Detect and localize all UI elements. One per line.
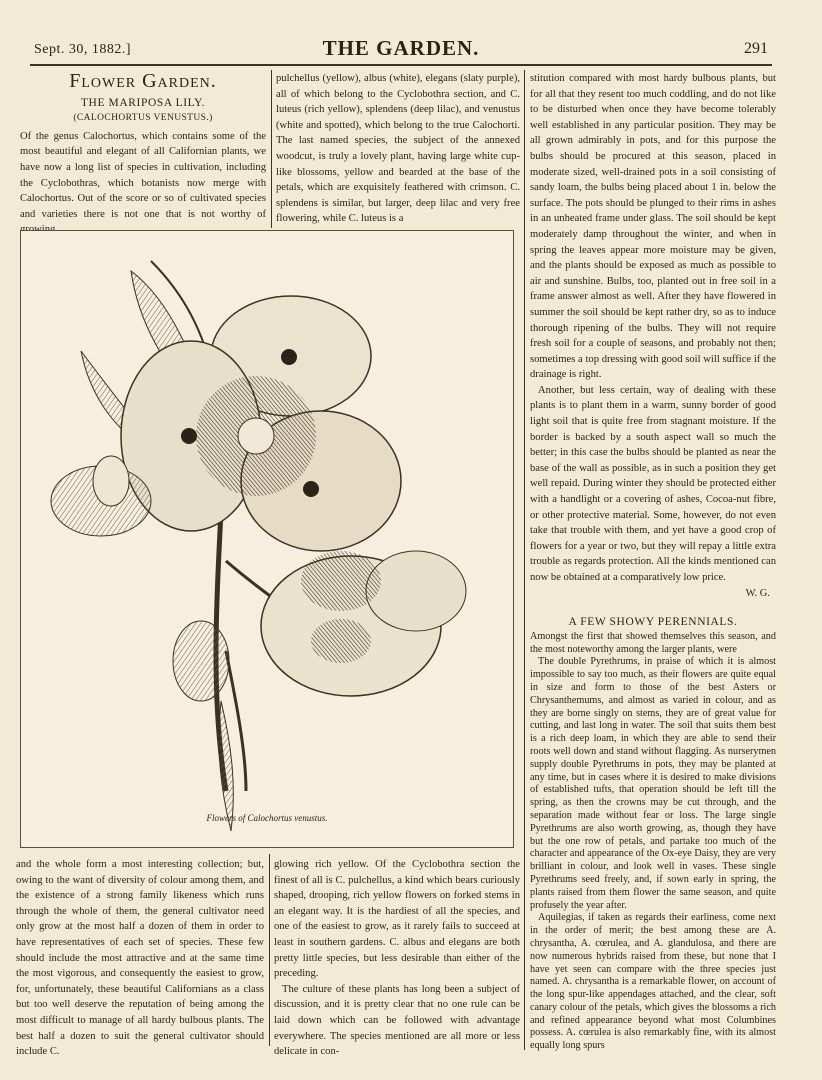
paragraph: Of the genus Calochortus, which contains some of the most beautiful and elegant of all Californian plants, we have now a long list of species in cultivation, including the Cyclobothras, which botanists now merge with Calochortus. Out of the score or so of cultivated species and varieties there is not one that is not worthy of bbox=[20, 130, 266, 220]
page-number: 291 bbox=[744, 40, 768, 57]
paragraph: and the whole form a most interesting collection; but, owing to the want of diversity of colour among them, and the existence of a strong family likeness which runs through the whole of them, the general cultivator need only grow at the most half a dozen of them in order to have representatives of each set of species. These few should include the most attractive and at the same time the most vigorous, and consequently the easiest to grow, for, unfortunately, these beautiful Californians as a class but too well deserve the reputation of being among the most difficult to manage of all hardy bulbous plants. The best half a dozen to suit the general cultivator should include C. bbox=[16, 859, 264, 1058]
column-3 bbox=[530, 71, 776, 1053]
woodcut-illustration bbox=[20, 230, 514, 848]
column-rule-top bbox=[271, 70, 272, 228]
page-header bbox=[30, 36, 772, 66]
column-2-bottom bbox=[274, 857, 520, 1060]
column-1-bottom bbox=[16, 857, 264, 1060]
article-subtitle: (CALOCHORTUS VENUSTUS.) bbox=[73, 113, 213, 124]
article-2-title: A FEW SHOWY PERENNIALS. bbox=[568, 616, 738, 629]
author-signature: W. G. bbox=[745, 587, 770, 599]
column-rule-right bbox=[524, 70, 525, 1050]
issue-date: Sept. 30, 1882.] bbox=[34, 42, 132, 57]
figure-caption: Flowers of Calochortus venustus. bbox=[206, 813, 328, 823]
paragraph: Amongst the first that showed themselves this season, and the most noteworthy among the larger plants, were bbox=[530, 630, 776, 655]
column-rule-bottom bbox=[269, 854, 270, 1046]
column-1-top bbox=[20, 70, 266, 238]
paragraph: The double Pyrethrums, in praise of which it is almost impossible to say too much, as their flowers are quite equal in size and form to those of the best Asters or Chrysanthemums, and almost as varied in colour, and as they are borne singly on stems, they are of great value for cutting, and last long in water. The soil that suits them best is a rich deep loam, in which they are able to send their roots well down and stand without flagging. As nurserymen supply double Pyrethrums in pots, they may be planted at any time, but in cases where it is desired to make divisions of established tufts, that operation should be left till the spring, as then the crowns may be cut through, and the separation made without fear or loss. The large single Pyrethrums are also worth growing, as, though they have but the one row of petals, and partake too much of the character and appearance of the Ox-eye Daisy, they are very brilliant in colour, and look well in vases. These single Pyrethrums seed freely, and, if sown early in spring, the plants raised from them flower the same season, and quite profusely the year after. bbox=[530, 656, 776, 911]
paragraph: pulchellus (yellow), albus (white), elegans (slaty purple), all of which belong to the Cyclobothra section, and C. luteus (rich yellow), splendens (deep lilac), and venustus (white and spotted), which belong to the true Calochorti. The last named species, the subject of the annexed woodcut, is truly a lovely plant, having large white cup-like blossoms, yellow and bearded at the base of the petals, which are exquisitely feathered with crimson. C. splendens is similar, but larger, deep lilac and very free flowering, while C. luteus is a bbox=[276, 73, 520, 225]
paragraph: Another, but less certain, way of dealing with these plants is to plant them in a warm, sunny border of good light soil that is quite free from stagnant moisture. If the border is backed by a south aspect wall so much the better; in this case the bulbs should be planted as near the base of the wall as possible, as in such a position they get well repaid. During winter they should be protected either with a handlight or a covering of ashes, Cocoa-nut fibre, or other protective material. Some, however, do not even take that trouble with them, and yet have a good crop of flowers for a year or two, but they will repay a little extra trouble as regards protection. All the kinds mentioned can now be obtained at a comparatively low price. bbox=[530, 384, 776, 583]
paragraph: stitution compared with most hardy bulbous plants, but for all that they resent too much coddling, and do not like to be disturbed when once they have become tolerably well established in any particular position. They may be all grown admirably in pots, and for this purpose the bulbs should be procured at this season, placed in moderate sized, well-drained pots in a soil consisting of sandy loam, the bulbs being placed about 1 in. below the surface. The pots should be plunged to their rims in ashes in an unheated frame under glass. The soil should be kept moderately damp throughout the winter, and when in spring the leaves appear more moisture may be given, and the plants should be exposed as much as possible to air and sunshine. Bulbs, too, planted out in free soil in a frame answer almost as well. After they have flowered in summer the soil should be kept rather dry, so as to induce thorough ripening of the bulbs. They will not require fresh soil for a couple of seasons, and probably not then; sometimes a top dressing with good soil will suffice if the drainage is right. bbox=[530, 73, 776, 381]
column-2-top bbox=[276, 71, 520, 227]
publication-title: THE GARDEN. bbox=[322, 36, 480, 60]
paragraph: The culture of these plants has long been a subject of discussion, and it is pretty clear that no one rule can be laid down which can be followed with advantage everywhere. The species mentioned are all more or less delicate in con- bbox=[274, 983, 520, 1058]
paragraph: glowing rich yellow. Of the Cyclobothra section the finest of all is C. pulchellus, a kind which bears curiously shaped, drooping, rich yellow flowers on forked stems in an elegant way. It is the hardiest of all the species, and one of the easiest to grow, as it rarely fails to succeed at least in southern gardens. C. albus and elegans are both pretty little species, but less desirable than either of the preceding. bbox=[274, 859, 520, 980]
article-title: THE MARIPOSA LILY. bbox=[80, 96, 206, 109]
mariposa-lily-illustration bbox=[21, 231, 513, 847]
paragraph: Aquilegias, if taken as regards their earliness, come next in the order of merit; the best among these are A. chrysantha, A. cœrulea, and A. glandulosa, and there are now numerous hybrids raised from these, but none that I have yet seen can compare with the three species just named. A. chrysantha is a remarkable flower, on account of the long spur-like appendages attached, and the clear, soft canary colour of the petals, which gives the blossoms a rich and refined appearance beyond what most Columbines possess. A. cœrulea is also remarkably fine, with its almost equally long spurs bbox=[530, 912, 776, 1052]
section-title: Flower Garden. bbox=[69, 70, 217, 92]
